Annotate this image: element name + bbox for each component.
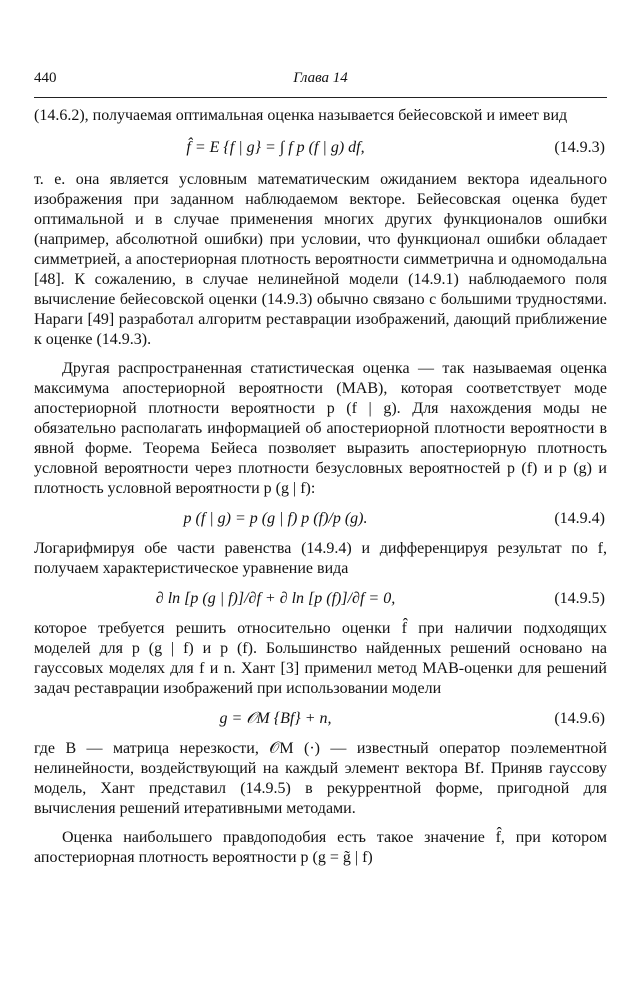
equation-number: (14.9.5) xyxy=(554,590,605,607)
equation-number: (14.9.3) xyxy=(554,139,605,156)
paragraph-1: (14.6.2), получаемая оптимальная оценка называется бейесовской и имеет вид xyxy=(34,107,568,124)
paragraph-2: т. е. она является условным математическим ожиданием вектора идеального изображения при заданном наблюдаемом векторе. Бейесовская оценка будет оптимальной и в случае применения многих других функционалов ошибки (например, абсолютной ошибки) при условии, что функционал ошибки обладает симметрией, а апостериорная плотность вероятности симметрична и одномодальна [48]. К сожалению, в случае нелинейной модели (14.9.1) наблюдаемого поля вычисление бейесовской оценки (14.9.3) обычно связано с большими трудностями. Нараги [49] разработал алгоритм реставрации изображений, дающий приближение к оценке (14.9.3). xyxy=(34,171,607,348)
paragraph-3: Другая распространенная статистическая оценка — так называемая оценка максимума апостериорной вероятности (МАВ), которая соответствует моде апостериорной плотности вероятности p (f | g). Для нахождения моды не обязательно располагать информацией об апостериорной плотности вероятности в явной форме. Теорема Бейеса позволяет выразить апостериорную плотность условной вероятности через плотности безусловных вероятностей p (f) и p (g) и плотность условной вероятности p (g | f): xyxy=(34,360,607,497)
equation-formula: f̂ = E {f | g} = ∫ f p (f | g) df, xyxy=(186,139,365,156)
equation-14-9-5 xyxy=(34,579,607,619)
equation-14-9-4 xyxy=(34,499,607,539)
equation-number: (14.9.6) xyxy=(554,710,605,727)
paragraph-5: которое требуется решить относительно оценки f̂ при наличии подходящих моделей для p (g | f) и p (f). Большинство найденных решений основано на гауссовых моделях для f и n. Хант [3] применил метод МАВ-оценки для решений задач реставрации изображений при использовании модели xyxy=(34,620,607,697)
equation-14-9-6 xyxy=(34,699,607,739)
equation-number: (14.9.4) xyxy=(554,510,605,527)
paragraph-6: где B — матрица нерезкости, 𝒪M (·) — известный оператор поэлементной нелинейности, воздействующий на каждый элемент вектора Bf. Приняв гауссову модель, Хант представил (14.9.5) в рекуррентной форме, пригодной для вычисления решений итеративными методами. xyxy=(34,740,607,817)
equation-formula: g = 𝒪M {Bf} + n, xyxy=(219,710,332,727)
equation-formula: ∂ ln [p (g | f)]/∂f + ∂ ln [p (f)]/∂f = 0, xyxy=(155,590,396,607)
page-number: 440 xyxy=(34,70,57,86)
header-rule xyxy=(34,97,607,98)
running-head: Глава 14 xyxy=(293,70,348,86)
paragraph-4: Логарифмируя обе части равенства (14.9.4) и дифференцируя результат по f, получаем характеристическое уравнение вида xyxy=(34,540,607,577)
paragraph-7: Оценка наибольшего правдоподобия есть такое значение f̂, при котором апостериорная плотность вероятности p (g = g̃ | f) xyxy=(34,829,607,866)
page-body xyxy=(34,106,607,868)
page-header xyxy=(34,70,607,94)
equation-14-9-3 xyxy=(34,126,607,170)
equation-formula: p (f | g) = p (g | f) p (f)/p (g). xyxy=(183,510,368,527)
